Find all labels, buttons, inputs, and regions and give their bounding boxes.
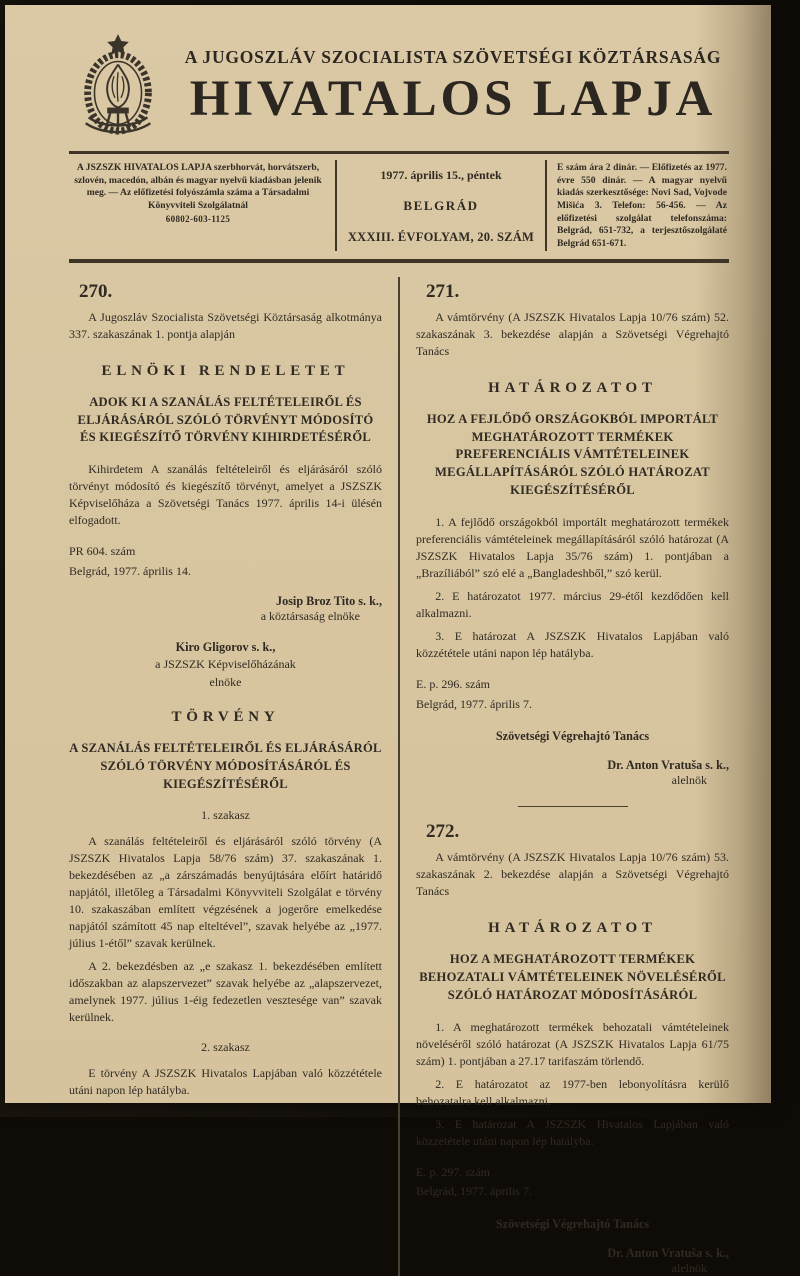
left-column (69, 277, 400, 1276)
section-271-point-2: 2. E határozatot 1977. március 29-étől kezdődően kell alkalmazni. (416, 589, 729, 621)
section-divider (518, 806, 628, 807)
article-1-label: 1. szakasz (201, 807, 250, 822)
signature-role: alelnök (671, 773, 707, 788)
signature-vice-president (416, 1246, 729, 1276)
account-number: 60802-603-1125 (165, 213, 231, 224)
section-270-body: Kihirdetem A szanálás feltételeiről és eljárásáról szóló törvényt módosító és kiegészítő törvényt, amelyet a JSZSZK Képviselőháza a Szövetségi Tanács 1977. április 14-i ülésén elfogadott. (69, 462, 382, 528)
signature-role: elnöke (209, 675, 242, 690)
signature-name: Dr. Anton Vratuša s. k., (607, 1245, 729, 1260)
signature-name: Josip Broz Tito s. k., (276, 594, 382, 609)
price-info-box (547, 160, 729, 251)
section-number-270: 270. (79, 280, 113, 302)
issuing-body: Szövetségi Végrehajtó Tanács (495, 729, 650, 744)
section-272-point-1: 1. A meghatározott termékek behozatali vámtételeinek növeléséről szóló határozat (A JSZSZK Hivatalos Lapja 61/75 szám) 1. pontjában a 27.17 tarifaszám törlendő. (416, 1019, 729, 1068)
section-270-intro: A Jugoszláv Szocialista Szövetségi Köztársaság alkotmánya 337. szakaszának 1. pontja alapján (69, 309, 382, 341)
masthead-info-row (69, 154, 729, 263)
section-270-place-date: Belgrád, 1977. április 14. (69, 563, 191, 578)
signature-role: alelnök (671, 1260, 707, 1275)
right-column (400, 277, 729, 1276)
issue-city: BELGRÁD (403, 198, 479, 214)
masthead-header (69, 31, 729, 141)
issuing-body: Szövetségi Végrehajtó Tanács (495, 1216, 650, 1231)
decision-heading: HATÁROZATOT (488, 379, 657, 396)
yugoslav-coat-of-arms-icon (69, 33, 167, 141)
section-271-point-1: 1. A fejlődő országokból importált meghatározott termékek preferenciális vámtételeinek megállapításáról szóló határozat (A JSZSZK Hivatalos Lapja 35/76 szám) 1. pontjában a „Brazíliából” szó elé a „Bangladeshből,” szó kerül. (416, 515, 729, 581)
publication-info-box (69, 160, 335, 251)
decision-title-heading: HOZ A MEGHATÁROZOTT TERMÉKEK BEHOZATALI VÁMTÉTELEINEK NÖVELÉSÉRŐL SZÓLÓ HATÁROZAT MÓDOSÍTÁSÁRÓL (419, 952, 726, 1002)
gazette-title: HIVATALOS LAPJA (189, 71, 717, 127)
price-info-text: E szám ára 2 dinár. — Előfizetés az 1977. évre 550 dinár. — A magyar nyelvű kiadás szerkesztősége: Novi Sad, Vojvode Mišića 3. Telefon: 56-456. — Az előfizetési szolgálat telefonszáma: Belgrád, 651-732, a terjesztőszolgálaté Belgrád 651-671. (557, 162, 727, 249)
section-number-271: 271. (426, 280, 460, 302)
section-272-ref: E. p. 297. szám (416, 1165, 490, 1180)
article-1-paragraph-2: A 2. bekezdésben az „e szakasz 1. bekezdésében említett időszakban az alapszervezet” szavak helyébe az „alapszervezet, amelynek 1977. július 1-éig fedezetlen vesztesége van” szavak kerülnek. (69, 959, 382, 1025)
decision-heading: HATÁROZATOT (488, 920, 657, 937)
signature-name: Dr. Anton Vratuša s. k., (607, 758, 729, 773)
section-270-ref: PR 604. szám (69, 544, 136, 559)
gazette-page (5, 5, 771, 1275)
article-2-paragraph-1: E törvény A JSZSZK Hivatalos Lapjában való közzététele utáni napon lép hatályba. (69, 1066, 382, 1098)
article-2-label: 2. szakasz (201, 1040, 250, 1055)
publication-info-text: A JSZSZK HIVATALOS LAPJA szerbhorvát, horvátszerb, szlovén, macedón, albán és magyar nyelvű kiadásban jelenik meg. — Az előfizetési folyószámla száma a Társadalmi Könyvviteli Szolgálatnál (74, 162, 322, 211)
section-271-intro: A vámtörvény (A JSZSZK Hivatalos Lapja 10/76 szám) 52. szakaszának 3. bekezdése alapján a Szövetségi Végrehajtó Tanács (416, 309, 729, 358)
article-1-paragraph-1: A szanálás feltételeiről és eljárásáról szóló törvény (A JSZSZK Hivatalos Lapja 58/76 szám) 37. szakaszának 1. bekezdésében az „a zárszámadás benyújtására előírt határidő napjától, illetőleg a Társadalmi Könyvviteli Szolgálat e törvény 10. szakaszában említett végzésének a jogerőre emelkedése napjától számított 45 nap elteltével”, szavak helyébe az „1977. július 1-étől” szavak kerülnek. (69, 833, 382, 950)
country-line: A JUGOSZLÁV SZOCIALISTA SZÖVETSÉGI KÖZTÁRSASÁG (184, 47, 722, 67)
signature-speaker (69, 640, 382, 691)
act-title-heading: ADOK KI A SZANÁLÁS FELTÉTELEIRŐL ÉS ELJÁRÁSÁRÓL SZÓLÓ TÖRVÉNYT MÓDOSÍTÓ ÉS KIEGÉSZÍTŐ TÖRVÉNY KIHIRDETÉSÉRŐL (77, 394, 374, 445)
section-272-point-2: 2. E határozatot az 1977-ben lebonyolításra kerülő behozatalra kell alkalmazni. (416, 1076, 729, 1108)
section-272-intro: A vámtörvény (A JSZSZK Hivatalos Lapja 10/76 szám) 53. szakaszának 2. bekezdése alapján a Szövetségi Végrehajtó Tanács (416, 850, 729, 899)
issue-date: 1977. április 15., péntek (380, 168, 502, 182)
signature-vice-president (416, 758, 729, 788)
signature-role: a köztársaság elnöke (260, 609, 360, 624)
issue-info-box (335, 160, 547, 251)
section-271-place-date: Belgrád, 1977. április 7. (416, 696, 532, 711)
act-type-heading: ELNÖKI RENDELETET (101, 362, 350, 379)
section-271-ref: E. p. 296. szám (416, 677, 490, 692)
masthead-titles (167, 31, 729, 125)
decision-title-heading: HOZ A FEJLŐDŐ ORSZÁGOKBÓL IMPORTÁLT MEGHATÁROZOTT TERMÉKEK PREFERENCIÁLIS VÁMTÉTELEINEK MEGÁLLAPÍTÁSÁRÓL SZÓLÓ HATÁROZAT KIEGÉSZÍTÉSÉRŐL (426, 411, 719, 498)
issue-volume: XXXIII. ÉVFOLYAM, 20. SZÁM (347, 229, 535, 244)
section-number-272: 272. (426, 821, 460, 843)
law-heading: TÖRVÉNY (171, 709, 280, 726)
signature-president (69, 594, 382, 624)
law-title-heading: A SZANÁLÁS FELTÉTELEIRŐL ÉS ELJÁRÁSÁRÓL SZÓLÓ TÖRVÉNY MÓDOSÍTÁSÁRÓL ÉS KIEGÉSZÍTÉSÉRŐL (69, 741, 382, 791)
section-272-point-3: 3. E határozat A JSZSZK Hivatalos Lapjában való közzététele utáni napon lép hatályba. (416, 1116, 729, 1148)
signature-name: Kiro Gligorov s. k., (175, 640, 276, 655)
section-272-place-date: Belgrád, 1977. április 7. (416, 1184, 532, 1199)
signature-role: a JSZSZK Képviselőházának (155, 657, 296, 672)
section-271-point-3: 3. E határozat A JSZSZK Hivatalos Lapjában való közzététele utáni napon lép hatályba. (416, 629, 729, 661)
page-body (69, 277, 729, 1276)
